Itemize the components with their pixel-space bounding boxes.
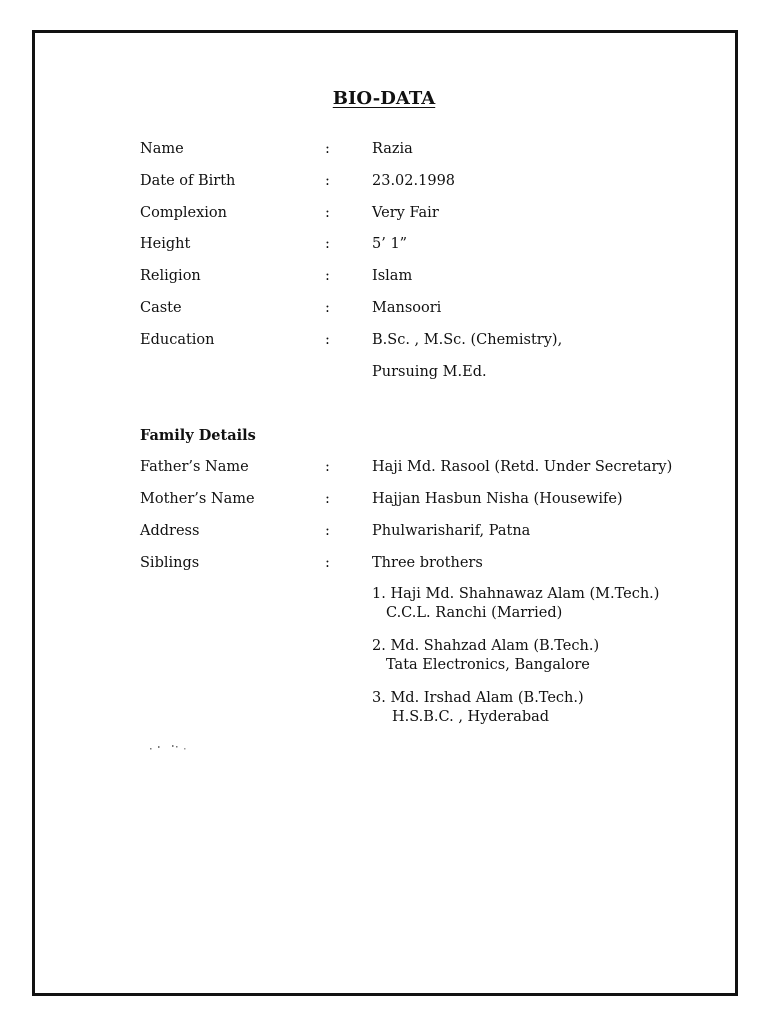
detail-label: Father’s Name [140, 459, 249, 475]
sibling-entry-3 [372, 689, 584, 727]
detail-row-complexion [140, 201, 700, 225]
detail-row-siblings [140, 551, 700, 575]
detail-value: Razia [372, 141, 413, 157]
detail-row-name [140, 137, 700, 161]
detail-value: Islam [372, 268, 413, 284]
detail-label: Caste [140, 300, 182, 316]
detail-label: Siblings [140, 555, 200, 571]
detail-row-mothers-name [140, 487, 700, 511]
sibling-name: 2. Md. Shahzad Alam (B.Tech.) [372, 638, 600, 654]
sibling-detail: H.S.B.C. , Hyderabad [392, 709, 550, 725]
detail-colon: : [325, 236, 330, 252]
detail-colon: : [325, 459, 330, 475]
sibling-detail: C.C.L. Ranchi (Married) [386, 605, 563, 621]
detail-colon: : [325, 555, 330, 571]
sibling-detail: Tata Electronics, Bangalore [386, 657, 590, 673]
detail-colon: : [325, 300, 330, 316]
detail-colon: : [325, 491, 330, 507]
sibling-name: 1. Haji Md. Shahnawaz Alam (M.Tech.) [372, 586, 660, 602]
detail-label: Name [140, 141, 184, 157]
sibling-entry-1 [372, 585, 659, 623]
family-details-heading: Family Details [140, 427, 256, 444]
detail-label: Mother’s Name [140, 491, 255, 507]
detail-label: Religion [140, 268, 201, 284]
detail-row-date-of-birth [140, 169, 700, 193]
detail-value: Hajjan Hasbun Nisha (Housewife) [372, 491, 623, 507]
document-title: BIO-DATA [332, 88, 436, 109]
detail-colon: : [325, 332, 330, 348]
detail-label: Date of Birth [140, 173, 236, 189]
detail-value: Mansoori [372, 300, 442, 316]
detail-value: Haji Md. Rasool (Retd. Under Secretary) [372, 459, 673, 475]
detail-value: Three brothers [372, 555, 483, 571]
detail-colon: : [325, 173, 330, 189]
detail-value: 5’ 1” [372, 236, 408, 252]
detail-row-education [140, 328, 700, 352]
detail-row-caste [140, 296, 700, 320]
detail-value: 23.02.1998 [372, 173, 456, 189]
detail-label: Address [140, 523, 200, 539]
detail-label: Height [140, 236, 191, 252]
detail-row-address [140, 519, 700, 543]
detail-row-height [140, 232, 700, 256]
detail-colon: : [325, 268, 330, 284]
detail-colon: : [325, 141, 330, 157]
detail-value: B.Sc. , M.Sc. (Chemistry), [372, 332, 563, 348]
sibling-name: 3. Md. Irshad Alam (B.Tech.) [372, 690, 584, 706]
detail-colon: : [325, 523, 330, 539]
detail-value: Phulwarisharif, Patna [372, 523, 531, 539]
detail-row-fathers-name [140, 455, 700, 479]
sibling-entry-2 [372, 637, 599, 675]
detail-row-education-continued [140, 360, 700, 384]
detail-row-religion [140, 264, 700, 288]
detail-value: Pursuing M.Ed. [372, 364, 487, 380]
detail-label: Complexion [140, 205, 227, 221]
detail-label: Education [140, 332, 215, 348]
detail-colon: : [325, 205, 330, 221]
stray-marks [148, 744, 188, 752]
detail-value: Very Fair [372, 205, 439, 221]
